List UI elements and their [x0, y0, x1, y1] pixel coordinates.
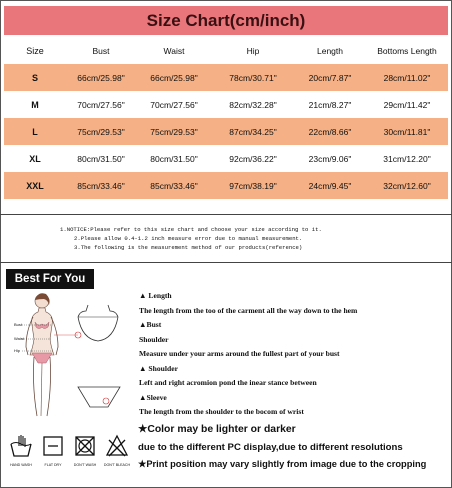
- table-row: [4, 172, 448, 199]
- measure-text-length: The length from the too of the carment all the way down to the hem: [139, 305, 358, 315]
- cell-length: 24cm/9.45": [308, 180, 352, 191]
- measure-heading-sleeve: ▲Sleeve: [139, 392, 167, 402]
- header-bottoms-length: Bottoms Length: [377, 45, 437, 56]
- measure-heading-length: ▲ Length: [139, 291, 172, 300]
- care-label-hand-wash: HAND WASH: [10, 463, 32, 467]
- measurement-figure: [8, 291, 136, 421]
- cell-length: 20cm/7.87": [308, 72, 352, 83]
- cell-waist: 75cm/29.53": [150, 126, 198, 137]
- cell-bottoms-length: 31cm/12.20": [383, 153, 431, 164]
- cell-hip: 78cm/30.71": [229, 72, 277, 83]
- measure-heading-shoulder: Shoulder: [139, 334, 169, 344]
- table-row: [4, 91, 448, 118]
- note-print-position: ★Print position may vary slightly from image due to the cropping: [138, 459, 427, 469]
- cell-waist: 70cm/27.56": [150, 99, 198, 110]
- notice-line: 1.NOTICE:Please refer to this size chart and choose your size according to it.: [60, 226, 322, 233]
- cell-bust: 80cm/31.50": [77, 153, 125, 164]
- care-label-dont-bleach: DON'T BLEACH: [103, 463, 131, 467]
- cell-size: S: [31, 72, 38, 83]
- cell-waist: 85cm/33.46": [150, 180, 198, 191]
- measure-text-shoulder: Left and right acromion pond the inear stance between: [139, 378, 317, 387]
- care-icons: [6, 432, 134, 472]
- dont-wash-icon: [70, 432, 100, 465]
- cell-hip: 97cm/38.19": [229, 180, 277, 191]
- dont-bleach-icon: [102, 432, 132, 465]
- header-hip: Hip: [246, 45, 260, 56]
- table-row: [4, 64, 448, 91]
- care-label-dont-wash: DON'T WASH: [73, 463, 97, 467]
- hand-wash-icon: [6, 432, 36, 465]
- table-header-row: [4, 38, 448, 64]
- cell-length: 23cm/9.06": [308, 153, 352, 164]
- notice-line: 3.The following is the measurement method of our products(reference): [74, 244, 303, 251]
- cell-bust: 85cm/33.46": [77, 180, 125, 191]
- header-length: Length: [317, 45, 343, 56]
- note-color: ★Color may be lighter or darker: [138, 424, 296, 435]
- cell-size: XXL: [26, 180, 44, 191]
- header-size: Size: [26, 45, 44, 56]
- cell-waist: 80cm/31.50": [150, 153, 198, 164]
- cell-bust: 75cm/29.53": [77, 126, 125, 137]
- cell-bottoms-length: 28cm/11.02": [383, 72, 431, 83]
- cell-size: XL: [29, 153, 41, 164]
- badge-label: Best For You: [14, 273, 86, 285]
- cell-waist: 66cm/25.98": [150, 72, 198, 83]
- cell-length: 21cm/8.27": [308, 99, 352, 110]
- header-waist: Waist: [163, 45, 185, 56]
- cell-hip: 87cm/34.25": [229, 126, 277, 137]
- measure-heading-shoulder-2: ▲ Shoulder: [139, 363, 178, 373]
- measure-text-bust: Measure under your arms around the fullest part of your bust: [139, 349, 340, 358]
- cell-bottoms-length: 32cm/12.60": [383, 180, 431, 191]
- notice-line: 2.Please allow 0.4-1.2 inch measure error due to manual measurement.: [74, 235, 303, 242]
- divider: [0, 262, 452, 263]
- cell-bust: 70cm/27.56": [77, 99, 125, 110]
- header-bust: Bust: [92, 45, 110, 56]
- figure-label-bust: Bust: [14, 322, 23, 327]
- table-row: [4, 145, 448, 172]
- measurement-guide: [139, 289, 444, 420]
- figure-label-hip: Hip: [14, 348, 21, 353]
- best-for-you-badge: [6, 269, 94, 289]
- model-illustration: [8, 291, 136, 421]
- cell-bottoms-length: 30cm/11.81": [383, 126, 431, 137]
- flat-dry-icon: [38, 432, 68, 465]
- size-chart-title: Size Chart(cm/inch): [146, 10, 306, 30]
- cell-bust: 66cm/25.98": [77, 72, 125, 83]
- cell-hip: 82cm/32.28": [229, 99, 277, 110]
- cell-hip: 92cm/36.22": [229, 153, 277, 164]
- cell-size: M: [31, 99, 39, 110]
- measure-heading-bust: ▲Bust: [139, 320, 162, 329]
- size-chart-title-bar: [4, 6, 448, 35]
- divider: [0, 214, 452, 215]
- measure-text-sleeve: The length from the shoulder to the bocom of wrist: [139, 407, 304, 416]
- notice-block: [60, 225, 440, 252]
- figure-label-waist: Waist: [14, 336, 24, 341]
- care-label-flat-dry: FLAT DRY: [44, 463, 62, 467]
- note-display: due to the different PC display,due to different resolutions: [138, 442, 403, 453]
- notes-block: [138, 420, 450, 472]
- size-table: [4, 38, 448, 199]
- table-row: [4, 118, 448, 145]
- cell-bottoms-length: 29cm/11.42": [383, 99, 431, 110]
- cell-size: L: [32, 126, 38, 137]
- cell-length: 22cm/8.66": [308, 126, 352, 137]
